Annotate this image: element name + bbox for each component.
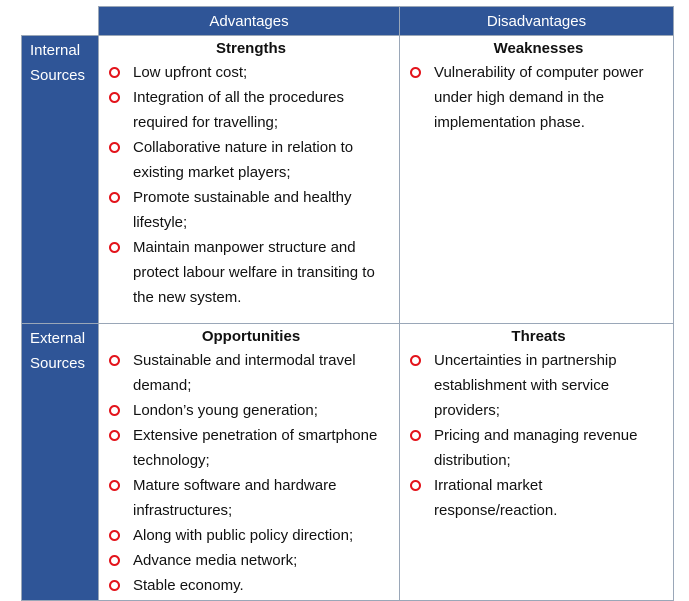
bullet-icon: [410, 430, 421, 441]
list-item: [410, 473, 667, 523]
list-item-text: London’s young generation;: [133, 402, 318, 419]
list-item: [109, 185, 393, 235]
row-label-external-line2: Sources: [30, 355, 86, 372]
list-item: [109, 473, 393, 523]
list-item: [410, 348, 667, 423]
corner-cell: [22, 7, 99, 36]
list-item-text: Integration of all the procedures required for travelling;: [133, 89, 344, 131]
list-item-text: Advance media network;: [133, 552, 298, 569]
list-item-text: Collaborative nature in relation to existing market players;: [133, 139, 354, 181]
internal-row: [22, 36, 674, 324]
list-item: [109, 423, 393, 473]
row-label-internal-line2: Sources: [30, 67, 86, 84]
list-item: [109, 573, 393, 598]
bullet-icon: [410, 67, 421, 78]
row-label-external: [22, 324, 99, 601]
swot-table: [21, 6, 674, 601]
list-item-text: Uncertainties in partnership establishment with service providers;: [434, 352, 617, 419]
header-advantages: Advantages: [99, 7, 400, 36]
bullet-icon: [109, 92, 120, 103]
opportunities-title: Opportunities: [201, 328, 301, 345]
opportunities-list: [109, 348, 393, 598]
bullet-icon: [109, 405, 120, 416]
list-item: [109, 548, 393, 573]
bullet-icon: [109, 67, 120, 78]
bullet-icon: [109, 142, 120, 153]
bullet-icon: [109, 192, 120, 203]
list-item: [109, 348, 393, 398]
external-row: [22, 324, 674, 601]
bullet-icon: [109, 355, 120, 366]
list-item-text: Pricing and managing revenue distribution;: [434, 427, 638, 469]
strengths-cell: [99, 36, 400, 324]
bullet-icon: [109, 530, 120, 541]
row-label-external-line1: External: [30, 330, 86, 347]
list-item-text: Mature software and hardware infrastructures;: [133, 477, 337, 519]
strengths-list: [109, 60, 393, 310]
bullet-icon: [109, 430, 120, 441]
list-item-text: Sustainable and intermodal travel demand;: [133, 352, 356, 394]
bullet-icon: [410, 480, 421, 491]
list-item: [109, 60, 393, 85]
bullet-icon: [109, 480, 120, 491]
list-item: [109, 85, 393, 135]
header-row: [22, 7, 674, 36]
strengths-title: Strengths: [215, 40, 286, 57]
list-item-text: Irrational market response/reaction.: [434, 477, 558, 519]
list-item-text: Low upfront cost;: [133, 64, 248, 81]
list-item: [109, 523, 393, 548]
weaknesses-cell: [400, 36, 674, 324]
opportunities-cell: [99, 324, 400, 601]
list-item-text: Extensive penetration of smartphone technology;: [133, 427, 378, 469]
row-label-internal-line1: Internal: [30, 42, 81, 59]
bullet-icon: [109, 242, 120, 253]
bullet-icon: [109, 580, 120, 591]
list-item: [410, 423, 667, 473]
list-item-text: Promote sustainable and healthy lifestyle;: [133, 189, 352, 231]
list-item-text: Along with public policy direction;: [133, 527, 354, 544]
weaknesses-title: Weaknesses: [493, 40, 584, 57]
list-item: [109, 398, 393, 423]
row-label-internal: [22, 36, 99, 324]
bullet-icon: [109, 555, 120, 566]
list-item: [410, 60, 667, 135]
list-item: [109, 235, 393, 310]
weaknesses-list: [410, 60, 667, 135]
list-item-text: Maintain manpower structure and protect labour welfare in transiting to the new system.: [133, 239, 375, 306]
list-item-text: Stable economy.: [133, 577, 244, 594]
threats-cell: [400, 324, 674, 601]
list-item: [109, 135, 393, 185]
list-item-text: Vulnerability of computer power under high demand in the implementation phase.: [434, 64, 644, 131]
bullet-icon: [410, 355, 421, 366]
threats-title: Threats: [511, 328, 566, 345]
threats-list: [410, 348, 667, 523]
header-disadvantages: Disadvantages: [400, 7, 674, 36]
